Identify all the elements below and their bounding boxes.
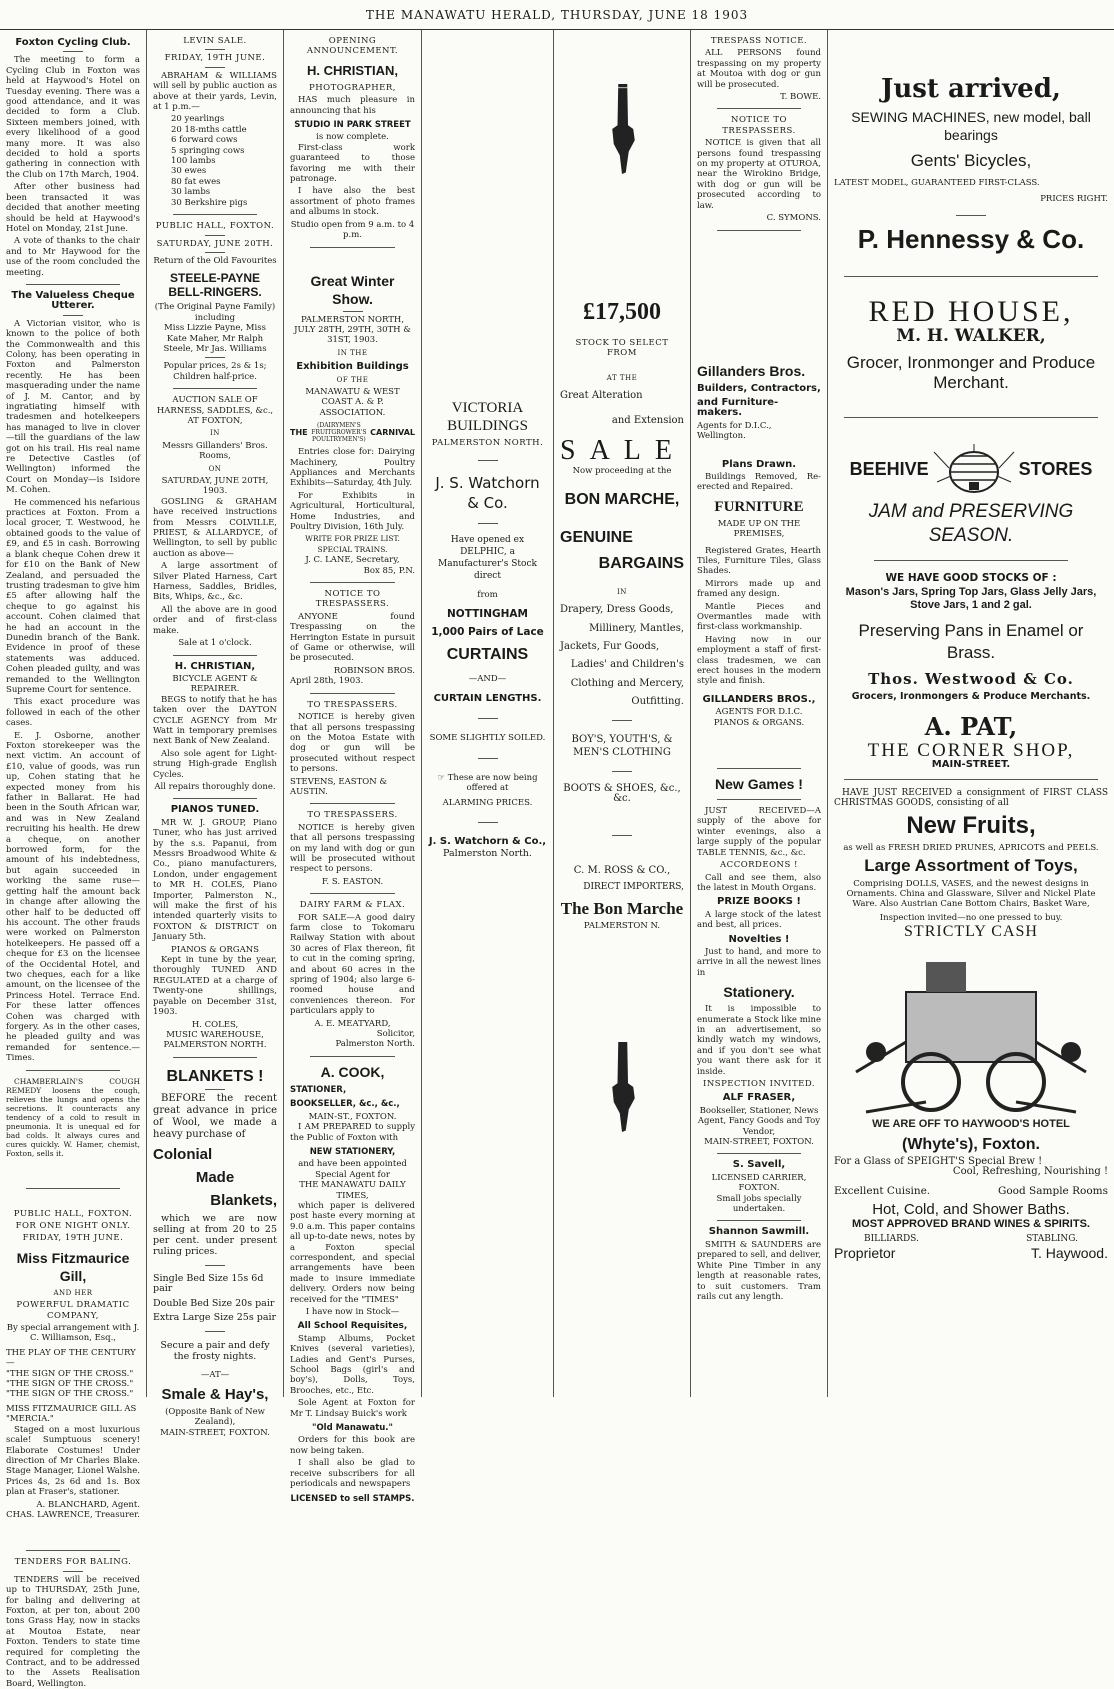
winter-show-entries: Entries close for: Dairying Machinery, Poultry Appliances and Merchants Exhibits—Saturday, 4th July. [290,447,415,489]
new-games-just: Just to hand, and more to arrive in all the newest lines in [697,946,821,978]
red-house-trade: Grocer, Ironmonger and Produce Merchant. [846,353,1096,393]
haywood-prop: Proprietor [834,1244,896,1261]
auction-in: IN [210,429,220,438]
red-house-name: M. H. WALKER, [896,326,1046,347]
bed-double: Double Bed Size 20s pair [153,1297,275,1309]
new-games-call: Call and see them, also the latest in Mouth Organs. [697,872,821,893]
bon-marche-ross: C. M. ROSS & CO., [573,864,671,876]
levin-body: ABRAHAM & WILLIAMS will sell by public auction as above at their yards, Levin, at 1 p.m.— [153,70,277,113]
pianos-title: PIANOS TUNED. [170,804,260,816]
bicycle-agent-repairs: All repairs thoroughly done. [154,781,276,792]
hall-play: THE PLAY OF THE CENTURY— [6,1347,136,1369]
bed-single: Single Bed Size 15s 6d pair [153,1272,264,1295]
watchorn-curtains: CURTAINS [446,645,529,663]
trespass1-title: NOTICE TO TRESPASSERS. [315,589,390,610]
new-games-inspection: INSPECTION INVITED. [702,1079,816,1089]
hennessy-machines: SEWING MACHINES, new model, ball bearings [851,109,1091,143]
trespass3-sig: F. S. EASTON. [321,876,384,887]
watchorn-from: from [477,590,498,601]
beehive-word: BEEHIVE [849,459,929,480]
gillanders-name: Gillanders Bros. [697,362,806,379]
cheque-para-2: He commenced his nefarious practices at Foxton. From a local grocer, T. Westwood, he obtained goods to the value of £9, and £5 in cash. Borrowing a blank cheque Cohen drew it for £10 on the Bank of New Zealand, and persuaded the trusting tradesman to give him £5 after allowing half the cheque to go against his account. Cohen claimed that he had an account in the Dunedin branch of the Bank. Evidence in proof of these statements was adduced. Cohen pleaded guilty, and was remanded to the Wellington Supreme Court for sentence. [6,497,140,695]
auction-title: AUCTION SALE OF HARNESS, SADDLES, &c., AT FOXTON, [156,395,274,426]
winter-show-assoc: MANAWATU & WEST COAST A. & P. ASSOCIATION. [305,386,400,418]
hall-treasurer: CHAS. LAWRENCE, Treasurer. [6,1509,140,1520]
cook-trade2: BOOKSELLER, &c., &c., [290,1099,400,1110]
bon-marche-ladies: Ladies' and Children's [570,659,684,671]
photographer-name: H. CHRISTIAN, [307,62,398,78]
cook-items: Stamp Albums, Pocket Knives (several varieties), Ladies and Gent's Purses, School Bags (girl's and boy's), Dolls, Toys, Brooches, etc., Etc. [290,1333,415,1396]
bicycle-agent-sole: Also sole agent for Light-strung High-grade English Cycles. [153,748,277,780]
hall-arrangement: By special arrangement with J. C. Williamson, Esq., [6,1323,140,1344]
victoria-buildings-title: VICTORIA BUILDINGS [447,400,528,434]
hall-title: PUBLIC HALL, FOXTON. [13,1208,133,1219]
gillanders-sig: GILLANDERS BROS., [702,693,816,705]
pointing-hand-down-icon [597,1042,647,1132]
trespass1-date: April 28th, 1903. [290,676,364,687]
cook-licensed: LICENSED to sell STAMPS. [290,1493,415,1504]
column-2 [147,30,284,1438]
bon-marche-name: BON MARCHE, [564,490,680,508]
gillanders-plans: Plans Drawn. [721,458,797,470]
public-hall-date: SATURDAY, JUNE 20TH. [156,238,274,249]
savell-trade: LICENSED CARRIER, [711,1172,807,1183]
new-games-body: JUST RECEIVED—A supply of the above for winter evenings, also a large supply of the popular TABLE TENNIS, &c., &c. [697,806,821,858]
haywood-whytes: (Whyte's), Foxton. [901,1135,1040,1153]
cycling-club-title: Foxton Cycling Club. [15,37,131,48]
hall-company: POWERFUL DRAMATIC COMPANY, [16,1300,130,1321]
new-games-trade: Bookseller, Stationer, News Agent, Fancy Goods and Toy Vendor, [697,1105,821,1137]
cook-new: NEW STATIONERY, [309,1146,396,1157]
pianos-place: PALMERSTON NORTH. [163,1040,267,1051]
gillanders-made: MADE UP ON THE PREMISES, [717,518,801,540]
hennessy-sig: P. Hennessy & Co. [857,223,1085,254]
bon-marche-drapery: Drapery, Dress Goods, [560,604,674,616]
bon-marche-amount: £17,500 [583,299,661,325]
bon-marche-stock: STOCK TO SELECT FROM [575,338,669,359]
bon-marche-millinery: Millinery, Mantles, [589,622,684,634]
beehive-good: WE HAVE GOOD STOCKS OF : [885,572,1057,585]
trespass-notice-sig: T. BOWE. [780,92,821,103]
trespass3-body: NOTICE is hereby given that all persons trespassing on my land with dog or gun will be prosecuted without respect to persons. [290,822,415,875]
gillanders-mirrors: Mirrors made up and framed any design. [697,578,821,600]
tenders-body: TENDERS will be received up to THURSDAY, 25th June, for baling and delivering at Foxton, at per ton, about 200 tons Grass Hay, now in stacks at Moutoa Estate, near Foxton. Tenders to state time required for completing the Contract, and to be addressed to the Assets Realisation Board, Wellington. [6,1574,140,1689]
hall-details: Staged on a most luxurious scale! Sumptuous scenery! Elaborate Costumes! Under direction of Mr Charles Blake. Stage Manager, Lionel Walshe. Prices 4s, 2s 6d and 1s. Box plan at Fraser's, stationer. [6,1424,140,1498]
blankets-price: which we are now selling at from 20 to 25 per cent. under present ruling prices. [153,1212,277,1257]
bell-ringers-family: (The Original Payne Family) including [154,302,276,323]
watchorn-body: Have opened ex DELPHIC, a Manufacturer's Stock direct [438,535,537,582]
dairy-sol: Solicitor, [376,1029,415,1040]
levin-item: 20 18-mths cattle [171,124,247,135]
blankets-secure: Secure a pair and defy the frosty nights. [160,1340,270,1363]
bicycle-agent-body: BEGS to notify that he has taken over the DAYTON CYCLE AGENCY from Mr Watt in temporary premises next Bank of New Zealand. [153,694,277,747]
new-games-sig: ALF FRASER, [722,1092,796,1104]
cycling-para-3: A vote of thanks to the chair and to Mr Haywood for the use of the room concluded the meeting. [6,236,140,278]
cheque-para-1: A Victorian visitor, who is known to the police of both the Commonwealth and this Colony, has been operating in Foxton and Palmerston recently. He has been masquerading under the name of J. M. Cantor, and by ingratiating himself with tradesmen and hotelkeepers has managed to live in clover—till the guardians of the law got on his trail. His real name re Detective Castles (of Wellington) informed the Court on Monday—is Isidore M. Cohen. [6,318,140,496]
hennessy-just-arrived: Just arrived, [881,74,1061,104]
auction-time: Sale at 1 o'clock. [178,638,252,649]
bon-marche-great: Great Alteration [560,390,643,402]
levin-item: 30 ewes [171,166,207,177]
new-games-stock: A large stock of the latest and best, all prices. [697,909,821,931]
blankets-at: —AT— [200,1370,230,1381]
winter-show-dates: PALMERSTON NORTH, JULY 28TH, 29TH, 30TH & 31ST, 1903. [294,314,411,346]
cheque-title: The Valueless Cheque Utterer. [11,289,135,312]
hall-mercia: MISS FITZMAURICE GILL AS "MERCIA." [6,1403,137,1425]
bon-marche-genuine: GENUINE [560,528,633,546]
pianos-warehouse: MUSIC WAREHOUSE, [166,1029,264,1040]
public-hall-title: PUBLIC HALL, FOXTON. [155,221,275,232]
sawmill-body: SMITH & SAUNDERS are prepared to sell, and deliver, White Pine Timber in any length at reasonable rates, to suit customers. Tram rails cut any length. [697,1239,822,1302]
levin-item: 5 springing cows [171,145,245,156]
cook-agent: Sole Agent at Foxton for Mr T. Lindsay Buick's work [290,1398,415,1419]
levin-item: 6 forward cows [171,135,238,146]
trespass2-title: TO TRESPASSERS. [307,699,398,710]
blankets-word: Blankets, [210,1191,277,1209]
opening-title: OPENING ANNOUNCEMENT. [306,36,399,57]
gillanders-trade2: and Furniture-makers. [697,396,779,419]
winter-show-title: Great Winter Show. [310,272,395,307]
auction-note: All the above are in good order and of first-class make. [153,604,277,636]
hall-star: Miss Fitzmaurice Gill, [16,1249,130,1284]
sawmill-title: Shannon Sawmill. [708,1226,810,1238]
bell-ringers-prices: Popular prices, 2s & 1s; Children half-price. [163,361,267,382]
gillanders-furniture: FURNITURE [714,498,804,515]
hall-one-night: FOR ONE NIGHT ONLY. [15,1221,131,1231]
cook-street: MAIN-ST., FOXTON. [308,1111,397,1122]
photographer-work: First-class work guaranteed to those favoring me with their patronage. [290,142,415,185]
pat-cash: STRICTLY CASH [904,923,1038,941]
winter-show-in: IN THE [337,348,368,357]
gillanders-agents: Agents for D.I.C., Wellington. [697,420,772,442]
column-6 [691,30,828,1397]
pointing-hand-icon: ☞ [437,772,446,783]
winter-show-agri: For Exhibits in Agricultural, Horticultural, Home Industries, and Poultry Division, 16th July. [290,490,415,532]
pat-inspection: Inspection invited—no one pressed to buy. [879,913,1063,924]
watchorn-lengths: CURTAIN LENGTHS. [433,693,542,705]
hennessy-prices: PRICES RIGHT. [1040,194,1108,205]
pat-toys: Large Assortment of Toys, [864,856,1078,876]
auction-date: SATURDAY, JUNE 20TH, 1903. [161,476,269,497]
hall-sign-3: "THE SIGN OF THE CROSS." [6,1389,134,1400]
victoria-buildings-place: PALMERSTON NORTH. [431,438,544,448]
cook-school: All School Requisites, [297,1321,408,1332]
column-7 [828,30,1114,1397]
watchorn-and: —AND— [468,673,507,684]
pat-dolls: Comprising DOLLS, VASES, and the newest designs in Ornaments. China and Glassware, Silver and Nickel Plate Ware. Also Austrian Cane Bottom Chairs, Basket Ware, [846,879,1096,910]
column-4 [422,30,554,1397]
haywood-wines: MOST APPROVED BRAND WINES & SPIRITS. [852,1218,1090,1231]
haywood-cart-text: WE ARE OFF TO HAYWOOD'S HOTEL [872,1117,1070,1130]
cook-trade: STATIONER, [290,1084,347,1095]
notice-trespassers-body: NOTICE is given that all persons found trespassing on my property at OTUROA, near the Wirokino Bridge, with dog or gun will be prosecuted according to law. [697,138,821,211]
haywood-name: T. Haywood. [1030,1244,1108,1261]
watchorn-sig: J. S. Watchorn & Co., [428,836,547,848]
cook-subs: I shall also be glad to receive subscribers for all periodicals and newspapers [290,1458,415,1490]
smale-hay-street: MAIN-STREET, FOXTON. [160,1427,270,1438]
cook-stock: I have now in Stock— [305,1307,400,1317]
trespass1-sig: ROBINSON BROS. [333,665,415,676]
haywood-cart-illustration [836,942,1106,1132]
blankets-body: BEFORE the recent great advance in price of Wool, we made a heavy purchase of [153,1092,277,1140]
cook-body: I AM PREPARED to supply the Public of Foxton with [290,1122,415,1143]
watchorn-offer [428,773,547,794]
watchorn-soiled: SOME SLIGHTLY SOILED. [429,733,546,744]
bed-extra: Extra Large Size 25s pair [153,1311,277,1323]
red-house-title: RED HOUSE, [868,294,1074,328]
photographer-frames: I have also the best assortment of photo frames and albums in stock. [290,186,415,218]
auction-on: ON [208,464,222,473]
bell-ringers-title: STEELE-PAYNE BELL-RINGERS. [168,271,262,300]
beehive-icon [929,442,1019,494]
levin-item: 30 lambs [171,187,211,198]
new-games-title: New Games ! [715,776,803,793]
dairy-place: Palmerston North. [335,1039,415,1050]
watchorn-prices: ALARMING PRICES. [442,797,533,808]
levin-item: 20 yearlings [171,114,225,125]
watchorn-lace: 1,000 Pairs of Lace [431,626,544,639]
pat-street: MAIN-STREET. [931,759,1011,771]
beehive-jars: Mason's Jars, Spring Top Jars, Glass Jelly Jars, Stove Jars, 1 and 2 gal. [845,585,1097,611]
trespass3-title: TO TRESPASSERS. [307,810,398,821]
trespass2-sig: STEVENS, EASTON & AUSTIN. [290,776,387,797]
hall-date: FRIDAY, 19TH JUNE. [22,1233,124,1244]
haywood-billiards: BILLIARDS. [864,1233,919,1244]
haywood-stabling: STABLING. [1026,1233,1078,1244]
column-1 [0,30,147,1689]
winter-show-carnival: CARNIVAL [370,428,415,438]
new-games-novelties: Novelties ! [728,933,790,945]
levin-title: LEVIN SALE. [183,36,247,46]
photographer-body: HAS much pleasure in announcing that his [290,95,415,116]
cook-appointed: and have been appointed Special Agent for [298,1159,407,1180]
haywood-cuisine: Excellent Cuisine. [834,1184,931,1197]
bon-marche-at: AT THE [606,373,638,382]
haywood-baths: Hot, Cold, and Shower Baths. [872,1201,1070,1219]
public-hall-return: Return of the Old Favourites [153,255,277,266]
pianos-body: MR W. J. GROUP, Piano Tuner, who has just arrived by the s.s. Papanui, from Messrs Broadwood White & Co., piano manufacturers, London, under engagement to MR H. COLES, Piano Importer, Palmerston N., will make the first of his intended quarterly visits to FOXTON & DISTRICT on January 5th. [153,817,277,943]
beehive-jam: JAM and PRESERVING SEASON. [868,501,1074,547]
hall-sign-1: "THE SIGN OF THE CROSS." [6,1368,134,1379]
gillanders-pianos: AGENTS FOR D.I.C. PIANOS & ORGANS. [713,707,805,728]
savell-note: Small jobs specially undertaken. [716,1193,802,1215]
new-games-accordeons: ACCORDEONS ! [720,860,798,871]
levin-item: 100 lambs [171,156,216,167]
levin-date: FRIDAY, 19TH JUNE. [164,53,266,64]
winter-show-write: WRITE FOR PRIZE LIST. SPECIAL TRAINS. [305,534,400,554]
dairy-body: FOR SALE—A good dairy farm close to Tokomaru Railway Station with about 30 acres of Flax thereon, fit to cut in the coming spring, and about 60 acres in the spring of 1904; also large 6-roomed house and conveniences thereon. For particulars apply to [290,912,415,1017]
cook-delivery: which paper is delivered post haste every morning at 9.0 a.m. This paper contains all up-to-date news, notes by a Foxton special correspondent, and special arrangements have been made to insure immediate delivery. Orders now being received for the "TIMES" [290,1200,415,1305]
cook-name: A. COOK, [320,1063,385,1080]
blankets-colonial: Colonial [153,1145,213,1163]
beehive-pans: Preserving Pans in Enamel or Brass. [858,620,1084,662]
haywood-rooms: Good Sample Rooms [997,1184,1108,1197]
smale-hay-loc: (Opposite Bank of New Zealand), [165,1406,265,1428]
gillanders-buildings: Buildings Removed, Re-erected and Repaired. [697,471,821,493]
bon-marche-direct: DIRECT IMPORTERS, [583,881,684,892]
bon-marche-ext: and Extension [611,414,684,426]
bon-marche-sale: SALE [560,435,686,467]
bon-marche-now: Now proceeding at the [572,466,672,477]
hennessy-latest: LATEST MODEL, GUARANTEED FIRST-CLASS. [834,178,1040,188]
winter-show-the: THE [290,428,308,438]
gillanders-mantle: Mantle Pieces and Overmantles made with first-class workmanship. [697,601,821,633]
watchorn-sig-place: Palmerston North. [443,848,532,860]
photographer-trade: PHOTOGRAPHER, [308,82,396,93]
pointing-hand-down-icon [597,84,647,174]
blankets-title: BLANKETS ! [166,1067,264,1085]
tenders-title: TENDERS FOR BALING. [14,1557,132,1568]
trespass-notice-body: ALL PERSONS found trespassing on my property at Moutoa with dog or gun will be prosecuted. [697,48,821,90]
hennessy-bicycles: Gents' Bicycles, [910,151,1032,170]
dairy-sig: A. E. MEATYARD, [314,1018,391,1029]
dairy-title: DAIRY FARM & FLAX. [299,900,406,911]
cook-paper: THE MANAWATU DAILY TIMES, [299,1180,406,1201]
winter-show-box: Box 85, P.N. [363,565,415,576]
notice-trespassers-title: NOTICE TO TRESPASSERS. [722,115,796,136]
trespass-notice-title: TRESPASS NOTICE. [710,36,808,46]
auction-goods: A large assortment of Silver Plated Harness, Cart Harness, Saddles, Bridles, Bits, Whips, &c., &c. [153,561,277,603]
bell-ringers-members: Miss Lizzie Payne, Miss Kate Maher, Mr Ralph Steele, Mr Jas. Williams [163,323,267,354]
blankets-made: Made [195,1168,235,1186]
pianos-sig: H. COLES, [191,1019,239,1030]
haywood-glass: For a Glass of SPEIGHT'S Special Brew ! [834,1155,1043,1167]
pat-body: HAVE JUST RECEIVED a consignment of FIRST CLASS CHRISTMAS GOODS, consisting of all [834,787,1108,809]
levin-item: 30 Berkshire pigs [171,197,248,208]
masthead: THE MANAWATU HERALD, THURSDAY, JUNE 18 1903 [0,0,1114,30]
bicycle-agent-trade: BICYCLE AGENT & REPAIRER. [172,673,258,695]
bon-marche-place: PALMERSTON N. [583,921,661,932]
cycling-para-1: The meeting to form a Cycling Club in Foxton was held at Haywood's Hotel on Tuesday evening. There was a good attendance, and it was decided to form a Club. Sixteen members joined, with every likelihood of a good many more. It was also decided to hold a sports gathering in connection with the Club on 17th March, 1904. [6,55,140,180]
haywood-cool: Cool, Refreshing, Nourishing ! [952,1166,1108,1178]
winter-show-buildings: Exhibition Buildings [296,361,409,373]
watchorn-co: & Co. [467,494,508,513]
auction-body: GOSLING & GRAHAM have received instructions from Messrs COLVILLE, PRIEST, & ALLARDYCE, of Wellington, to sell by public auction as above— [153,496,277,559]
photographer-hours: Studio open from 9 a.m. to 4 p.m. [290,219,415,241]
hall-agent: A. BLANCHARD, Agent. [36,1499,140,1510]
new-games-stationery: Stationery. [723,984,795,1001]
cook-book: "Old Manawatu." [312,1423,393,1434]
cheque-para-4: E. J. Osborne, another Foxton storekeeper was the next victim. An account of £10, value of goods, was run up, Cohen stating that he expected money from his father in Ballarat. He had been in the South African war, and was in New Zealand recruiting his health. He drew a cheque, on another borrowed form, for the amount of his indebtedness, but again succeeded in working the same ruse—getting half the amount back in change after allowing the other half to be deducted off his account. The other frauds were worked on Palmerston hotelkeepers. He passed off a cheque for £3 on the licensee of the Occidental Hotel, and two cheques, each for a like amount, on the licensee of the Princess Hotel. Terrace End. For these latter offences Cohen was charged with forgery. As in the other cases, he pleaded guilty and was remanded for sentence.—Times. [6,730,140,1064]
bon-marche-the: The Bon Marche [560,899,684,919]
watchorn-offer-text: These are now being offered at [447,772,538,794]
auction-rooms: Messrs Gillanders' Bros. Rooms, [162,440,268,462]
levin-item: 80 fat ewes [171,176,221,187]
chamberlain-ad: CHAMBERLAIN'S COUGH REMEDY loosens the cough, relieves the lungs and opens the secretions. It counteracts any tendency of a cold to result in pneumonia. It is unequal ed for bad colds. It always cures and cures quickly. W. Hamer, chemist, Foxton, sells it. [6,1076,140,1158]
bon-marche-jackets: Jackets, Fur Goods, [560,641,660,653]
winter-show-of: OF THE [336,375,369,384]
trespass1-body: ANYONE found Trespassing on the Herrington Estate in pursuit of Game or otherwise, will be prosecuted. [290,611,415,664]
bon-marche-outfitting: Outfitting. [631,696,684,708]
notice-trespassers-sig: C. SYMONS. [766,213,821,224]
new-games-street: MAIN-STREET, FOXTON. [704,1137,814,1148]
westwood-sig: Thos. Westwood & Co. [868,669,1074,688]
bon-marche-in: IN [617,587,627,596]
hall-sign-2: "THE SIGN OF THE CROSS." [6,1379,134,1390]
new-games-prize: PRIZE BOOKS ! [717,896,801,908]
westwood-trade: Grocers, Ironmongers & Produce Merchants. [851,690,1091,702]
cheque-para-3: This exact procedure was followed in each of the other cases. [6,697,140,729]
bon-marche-clothing: Clothing and Mercery, [570,677,684,689]
savell-place: FOXTON. [738,1183,780,1194]
cycling-para-2: After other business had been transacted it was decided that another meeting should be held at Haywood's Hotel on Monday, 21st June. [6,182,140,234]
gillanders-trade: Builders, Contractors, [697,382,821,394]
new-games-impossible: It is impossible to enumerate a Stock like mine in an advertisement, so kindly watch my windows, and if you don't see what you want there ask for it inside. [697,1004,821,1077]
column-3 [284,30,422,1504]
pianos-organs: PIANOS & ORGANS [171,944,259,955]
pat-corner: THE CORNER SHOP, [867,740,1075,762]
watchorn-nottingham: NOTTINGHAM [447,607,528,620]
photographer-studio: STUDIO IN PARK STREET [294,120,411,131]
pat-fruits: New Fruits, [906,811,1036,839]
watchorn-name: J. S. Watchorn [435,474,540,493]
pianos-kept: Kept in tune by the year, thoroughly TUNED AND REGULATED at a charge of Twenty-one shillings, payable on December 31st, 1903. [153,955,277,1018]
winter-show-sec: J. C. LANE, Secretary, [305,555,400,566]
photographer-now: is now complete. [316,132,389,143]
bon-marche-boots: BOOTS & SHOES, &c., &c. [563,782,681,805]
winter-show-sub: (DAIRYMEN'S FRUITGROWER'S POULTRYMEN'S) [311,422,367,444]
stores-word: STORES [1018,459,1093,480]
column-5 [554,30,691,1397]
hall-and: AND HER [53,1288,93,1297]
pat-prunes: as well as FRESH DRIED PRUNES, APRICOTS and PEELS. [843,842,1099,853]
bon-marche-bargains: BARGAINS [598,554,684,572]
smale-hay-name: Smale & Hay's, [161,1385,269,1403]
bon-marche-boys: BOY'S, YOUTH'S, & MEN'S CLOTHING [571,733,673,758]
gillanders-having: Having now in our employment a staff of first-class tradesmen, we can erect houses in the modern style and finish. [697,634,821,687]
savell-name: S. Savell, [732,1159,786,1171]
bicycle-agent-name: H. CHRISTIAN, [174,660,256,672]
trespass2-body: NOTICE is hereby given that all persons trespassing on the Motoa Estate with dog or gun will be prosecuted without respect to persons. [290,712,415,775]
pat-name: A. PAT, [924,712,1018,742]
gillanders-grates: Registered Grates, Hearth Tiles, Furniture Tiles, Glass Shades. [697,545,821,577]
cook-orders: Orders for this book are now being taken. [290,1435,415,1456]
